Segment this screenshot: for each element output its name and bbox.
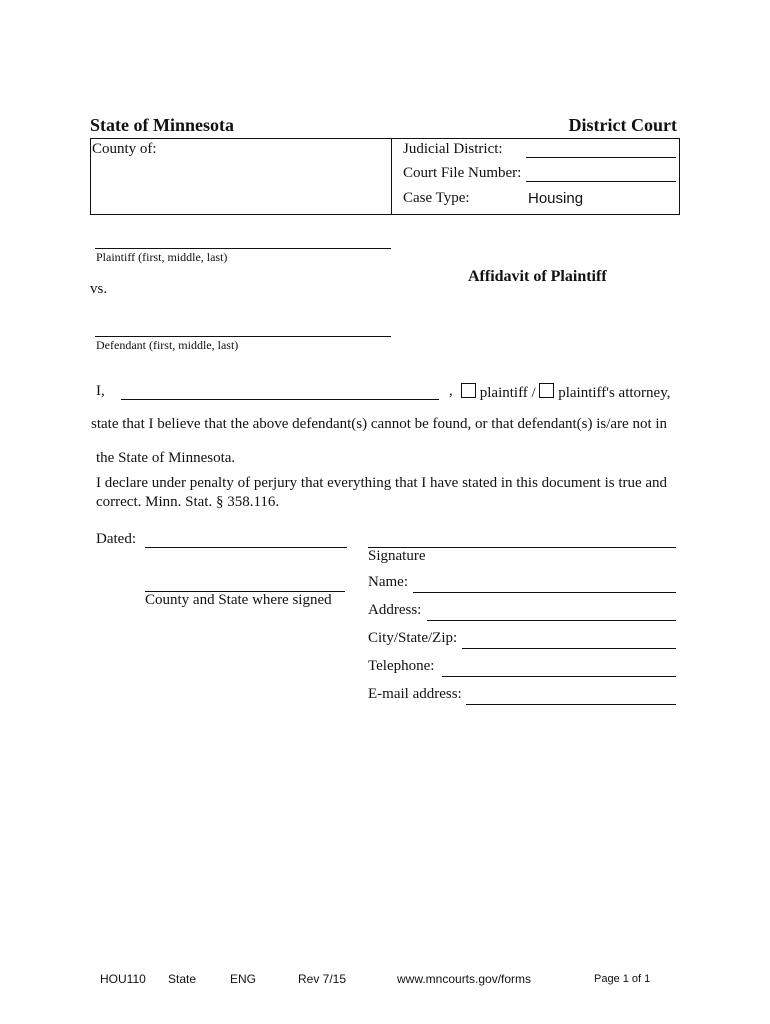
statement-line-1: state that I believe that the above defendant(s) cannot be found, or that defendant(s) is/are not in xyxy=(91,416,668,432)
footer-language: ENG xyxy=(230,972,257,986)
judicial-district-label: Judicial District: xyxy=(403,141,503,157)
signature-label: Signature xyxy=(368,548,426,564)
name-field[interactable] xyxy=(413,592,676,593)
footer-form-code: HOU110 xyxy=(100,972,146,986)
footer-website: www.mncourts.gov/forms xyxy=(397,972,532,986)
declaration-text: I declare under penalty of perjury that everything that I have stated in this document is true and correct. Minn. Stat. § 358.116. xyxy=(96,475,668,510)
county-label: County of: xyxy=(92,141,157,157)
document-title: Affidavit of Plaintiff xyxy=(468,268,607,285)
email-label: E-mail address: xyxy=(368,686,462,702)
affiant-name-field[interactable] xyxy=(121,399,439,400)
plaintiff-checkbox-group xyxy=(461,383,670,402)
footer-jurisdiction: State xyxy=(168,972,197,986)
city-state-zip-label: City/State/Zip: xyxy=(368,630,458,646)
comma: , xyxy=(449,383,453,399)
statement-line-2: the State of Minnesota. xyxy=(96,450,236,466)
city-state-zip-field[interactable] xyxy=(462,648,676,649)
telephone-label: Telephone: xyxy=(368,658,435,674)
email-field[interactable] xyxy=(466,704,676,705)
plaintiff-label: Plaintiff (first, middle, last) xyxy=(96,250,228,264)
plaintiff-name-field[interactable] xyxy=(95,248,391,249)
attorney-checkbox[interactable] xyxy=(539,383,554,398)
state-heading: State of Minnesota xyxy=(90,115,234,135)
county-state-label: County and State where signed xyxy=(145,592,332,608)
footer-revision: Rev 7/15 xyxy=(298,972,347,986)
dated-label: Dated: xyxy=(96,531,136,547)
judicial-district-field[interactable] xyxy=(526,157,676,158)
court-heading: District Court xyxy=(568,115,677,135)
defendant-label: Defendant (first, middle, last) xyxy=(96,338,239,352)
court-file-number-field[interactable] xyxy=(526,181,676,182)
name-label: Name: xyxy=(368,574,408,590)
address-field[interactable] xyxy=(427,620,676,621)
case-type-label: Case Type: xyxy=(403,190,470,206)
dated-field[interactable] xyxy=(145,547,347,548)
defendant-name-field[interactable] xyxy=(95,336,391,337)
caption-box xyxy=(90,138,680,215)
telephone-field[interactable] xyxy=(442,676,676,677)
plaintiff-checkbox[interactable] xyxy=(461,383,476,398)
attorney-option-label: plaintiff's attorney, xyxy=(558,385,671,401)
plaintiff-option-label: plaintiff / xyxy=(479,385,536,401)
footer-page: Page 1 of 1 xyxy=(594,973,651,985)
case-type-value[interactable]: Housing xyxy=(528,190,584,207)
caption-divider xyxy=(391,138,392,215)
court-file-number-label: Court File Number: xyxy=(403,165,522,181)
i-label: I, xyxy=(96,383,105,399)
address-label: Address: xyxy=(368,602,422,618)
vs-label: vs. xyxy=(90,281,108,297)
